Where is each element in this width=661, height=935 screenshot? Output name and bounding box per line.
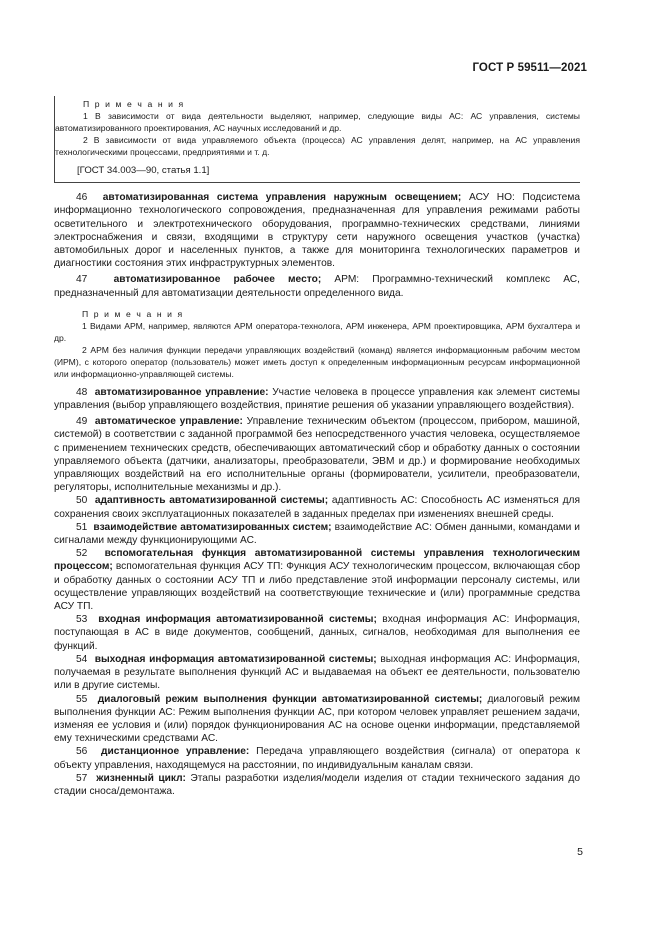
term-definition: диалоговый режим выполнения функции АС: Режим выполнения функции АС, при котором человек управляет решением задачи, изменяя ее условия и (или) порядок функционирования АС на основе оценки информации, представляемой ему техническими средствами АС. xyxy=(54,693,580,745)
term-name: взаимодействие автоматизированных систем; xyxy=(93,521,332,533)
term-name: автоматическое управление: xyxy=(94,416,243,428)
notes-block xyxy=(54,308,580,380)
term-definition: АРМ: Программно-технический комплекс АС, предназначенный для автоматизации деятельности определенного вида. xyxy=(54,274,580,299)
note-item: 1 В зависимости от вида деятельности выделяют, например, следующие виды АС: АС управления, системы автоматизированного проектирования, АС научных исследований и др. xyxy=(55,111,580,133)
term-definition: вспомогательная функция АСУ ТП: Функция АСУ технологическим процессом, включающая сбор и обработку данных о состоянии АСУ ТП и либо представление этой информации персоналу системы, или осуществление управляющих воздействий на соответствующие технические и (или) программные средства АСУ ТП. xyxy=(54,561,580,613)
term-name: автоматизированное рабочее место; xyxy=(113,274,322,286)
term-name: адаптивность автоматизированной системы; xyxy=(94,495,329,507)
term-name: дистанционное управление: xyxy=(100,746,250,758)
term-definition: Участие человека в процессе управления как элемент системы управления (выбор управляющего воздействия, принятие решения об указании управляющего воздействия). xyxy=(54,386,580,412)
term-entry: 49 автоматическое управление: Управление техническим объектом (процессом, прибором, машиной, системой) в соответствии с заданной программой без непосредственного участия человека, осуществляемое с применением технических средств, обеспечивающих автоматический сбор и обработку данных о состоянии управляемого объекта (датчики, анализаторы, преобразователи, ЭВМ и др.) и формирование необходимых управляющих воздействий на его исполнительные органы (формирователи, усилители, преобразователи, регуляторы, исполнительные механизмы и др.). xyxy=(54,416,580,494)
standard-header: ГОСТ Р 59511—2021 xyxy=(472,62,587,74)
term-entry: 47 автоматизированное рабочее место; АРМ: Программно-технический комплекс АС, предназначенный для автоматизации деятельности определенного вида. xyxy=(54,274,580,299)
term-definition: АСУ НО: Подсистема информационно технологического сопровождения, предназначенная для управления режимами работы осветительного и электротехнического оборудования, программно-технических средствами, линиями электроснабжения и связи, входящими в структуру сети наружного освещения участков (участка) автомобильных дорог и населенных пунктов, а также для мониторинга технологических параметров и диагностики состояния этих инфраструктурных элементов. xyxy=(54,192,580,270)
standard-reference: [ГОСТ 34.003—90, статья 1.1] xyxy=(77,165,210,176)
term-definition: адаптивность АС: Способность АС изменяться для сохранения своих эксплуатационных показателей в заданных пределах при изменениях внешней среды. xyxy=(54,495,580,520)
term-entry: 55 диалоговый режим выполнения функции автоматизированной системы; диалоговый режим выполнения функции АС: Режим выполнения функции АС, при котором человек управляет решением задачи, изменяя ее условия и (или) порядок функционирования АС на основе оценки информации, представляемой ему техническими средствами АС. xyxy=(54,693,580,745)
term-name: вспомогательная функция автоматизированной системы управления технологическим процессом; xyxy=(54,548,580,573)
term-name: диалоговый режим выполнения функции автоматизированной системы; xyxy=(97,693,483,705)
term-entry: 48 автоматизированное управление: Участие человека в процессе управления как элемент системы управления (выбор управляющего воздействия, принятие решения об указании управляющего воздействия). xyxy=(54,386,580,412)
notes-heading: П р и м е ч а н и я xyxy=(82,308,184,319)
note-item: 1 Видами АРМ, например, являются АРМ оператора-технолога, АРМ инженера, АРМ проектировщика, АРМ бухгалтера и др. xyxy=(54,320,580,343)
notes-box xyxy=(54,96,580,183)
term-name: жизненный цикл: xyxy=(96,772,186,784)
term-entry: 50 адаптивность автоматизированной системы; адаптивность АС: Способность АС изменяться для сохранения своих эксплуатационных показателей в заданных пределах при изменениях внешней среды. xyxy=(54,495,580,520)
term-entry: 51 взаимодействие автоматизированных систем; взаимодействие АС: Обмен данными, командами и сигналами между функционирующими АС. xyxy=(54,521,580,547)
term-entry: 46 автоматизированная система управления наружным освещением; АСУ НО: Подсистема информационно технологического сопровождения, предназначенная для управления режимами работы осветительного и электротехнического оборудования, программно-технических средствами, линиями электроснабжения и связи, входящими в структуру сети наружного освещения участков (участка) автомобильных дорог и населенных пунктов, а также для мониторинга технологических параметров и диагностики состояния этих инфраструктурных элементов. xyxy=(54,192,580,270)
term-entry: 52 вспомогательная функция автоматизированной системы управления технологическим процессом; вспомогательная функция АСУ ТП: Функция АСУ технологическим процессом, включающая сбор и обработку данных о состоянии АСУ ТП и либо представление этой информации персоналу системы, или осуществление управляющих воздействий на соответствующие технические и (или) программные средства АСУ ТП. xyxy=(54,548,580,613)
term-definition: взаимодействие АС: Обмен данными, командами и сигналами между функционирующими АС. xyxy=(54,521,580,547)
term-entry: 53 входная информация автоматизированной системы; входная информация АС: Информация, поступающая в АС в виде документов, сообщений, данных, сигналов, необходимая для выполнения ее функций. xyxy=(54,614,580,652)
term-name: автоматизированное управление: xyxy=(94,386,269,398)
note-item: 2 АРМ без наличия функции передачи управляющих воздействий (команд) является информационным рабочим местом (ИРМ), с которого оператор (пользователь) может иметь доступ к определенным информационным ресурсам информационной или информационно-управляющей системы. xyxy=(54,344,580,379)
notes-heading: П р и м е ч а н и я xyxy=(83,99,185,109)
term-name: автоматизированная система управления наружным освещением; xyxy=(102,192,462,204)
term-entry: 57 жизненный цикл: Этапы разработки изделия/модели изделия от стадии технического задания до стадии сноса/демонтажа. xyxy=(54,772,580,797)
term-entry: 56 дистанционное управление: Передача управляющего воздействия (сигнала) от оператора к объекту управления, находящемуся на расстоянии, по индивидуальным каналам связи. xyxy=(54,746,580,771)
term-definition: Передача управляющего воздействия (сигнала) от оператора к объекту управления, находящемуся на расстоянии, по индивидуальным каналам связи. xyxy=(54,746,580,771)
term-entry: 54 выходная информация автоматизированной системы; выходная информация АС: Информация, получаемая в результате выполнения функций АС и выдаваемая на объект ее деятельности, пользователю или в другие системы. xyxy=(54,653,581,692)
term-name: выходная информация автоматизированной системы; xyxy=(94,653,377,665)
term-definition: входная информация АС: Информация, поступающая в АС в виде документов, сообщений, данных, сигналов, необходимая для выполнения ее функций. xyxy=(54,614,580,652)
term-definition: Управление техническим объектом (процессом, прибором, машиной, системой) в соответствии с заданной программой без непосредственного участия человека, осуществляемое с применением технических средств, обеспечивающих автоматический сбор и обработку данных о состоянии управляемого объекта (датчики, анализаторы, преобразователи, ЭВМ и др.) и формирование необходимых управляющих воздействий на его исполнительные органы (формирователи, усилители, преобразователи, регуляторы, исполнительные механизмы и др.). xyxy=(54,416,580,494)
term-definition: Этапы разработки изделия/модели изделия от стадии технического задания до стадии сноса/демонтажа. xyxy=(54,772,580,797)
term-name: входная информация автоматизированной системы; xyxy=(98,614,377,626)
document-body xyxy=(54,96,580,798)
page-number: 5 xyxy=(577,846,583,858)
term-definition: выходная информация АС: Информация, получаемая в результате выполнения функций АС и выдаваемая на объект ее деятельности, пользователю или в другие системы. xyxy=(54,653,581,692)
note-item: 2 В зависимости от вида управляемого объекта (процесса) АС управления делят, например, на АС управления технологическими процессами, предприятиями и т. д. xyxy=(55,135,580,157)
